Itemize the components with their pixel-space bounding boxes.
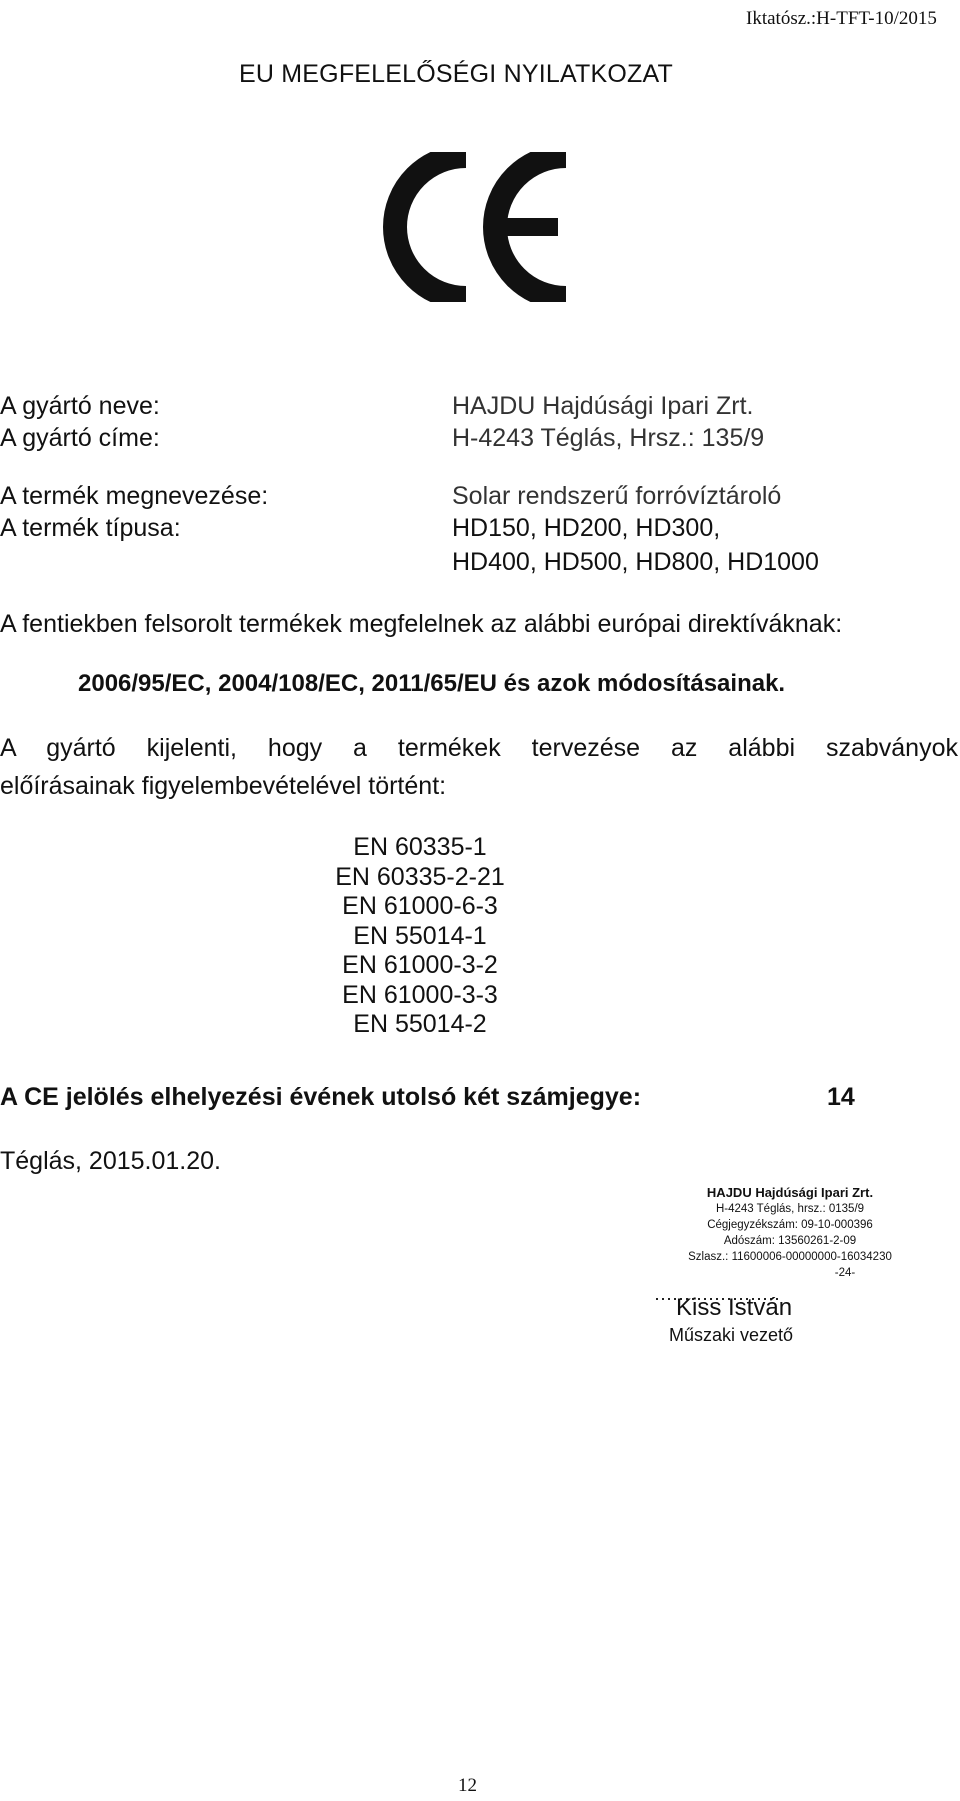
standard-item: EN 60335-2-21 — [335, 862, 505, 891]
ce-year-label: A CE jelölés elhelyezési évének utolsó két számjegye: — [0, 1083, 642, 1111]
ce-mark-icon — [382, 152, 578, 307]
registration-number: Iktatósz.:H-TFT-10/2015 — [746, 8, 937, 29]
directives-list: 2006/95/EC, 2004/108/EC, 2011/65/EU és azok módosításainak. — [78, 670, 786, 697]
stamp-address: H-4243 Téglás, hrsz.: 0135/9 — [715, 1203, 865, 1215]
signer-role: Műszaki vezető — [669, 1325, 794, 1345]
manufacturer-address-label: A gyártó címe: — [0, 424, 160, 452]
product-type-label: A termék típusa: — [0, 514, 181, 542]
place-and-date: Téglás, 2015.01.20. — [0, 1147, 221, 1175]
stamp-tax-id: Adószám: 13560261-2-09 — [723, 1235, 857, 1247]
standard-item: EN 61000-6-3 — [342, 892, 498, 920]
standard-item: EN 61000-3-3 — [342, 980, 498, 1009]
ce-year-value: 14 — [827, 1083, 855, 1111]
stamp-number: -24- — [834, 1267, 856, 1279]
stamp-registry: Cégjegyzékszám: 09-10-000396 — [707, 1219, 873, 1231]
company-stamp — [640, 1185, 940, 1281]
page-number: 12 — [458, 1775, 477, 1796]
product-name-value: Solar rendszerű forróvíztároló — [452, 482, 782, 510]
standard-item: EN 55014-2 — [353, 1010, 487, 1038]
stamp-bank-account: Szlasz.: 11600006-00000000-16034230 — [688, 1251, 892, 1263]
declaration-line-1: A gyártó kijelenti, hogy a termékek tervezése az alábbi szabványok — [0, 734, 958, 762]
manufacturer-name-value: HAJDU Hajdúsági Ipari Zrt. — [452, 392, 754, 420]
product-type-line-1: HD150, HD200, HD300, — [452, 514, 721, 542]
stamp-company: HAJDU Hajdúsági Ipari Zrt. — [706, 1185, 874, 1200]
compliance-intro: A fentiekben felsorolt termékek megfelelnek az alábbi európai direktíváknak: — [0, 610, 843, 638]
declaration-line-2: előírásainak figyelembevételével történt: — [0, 772, 447, 800]
signer-name: Kiss István — [676, 1294, 793, 1321]
manufacturer-address-value: H-4243 Téglás, Hrsz.: 135/9 — [452, 424, 765, 452]
product-type-line-2: HD400, HD500, HD800, HD1000 — [452, 548, 819, 576]
manufacturer-name-label: A gyártó neve: — [0, 392, 160, 420]
standard-item: EN 55014-1 — [353, 921, 487, 950]
document-title: EU MEGFELELŐSÉGI NYILATKOZAT — [239, 60, 673, 88]
standard-item: EN 60335-1 — [353, 833, 487, 861]
product-name-label: A termék megnevezése: — [0, 482, 269, 510]
standard-item: EN 61000-3-2 — [342, 951, 498, 979]
standards-list — [260, 833, 580, 1040]
